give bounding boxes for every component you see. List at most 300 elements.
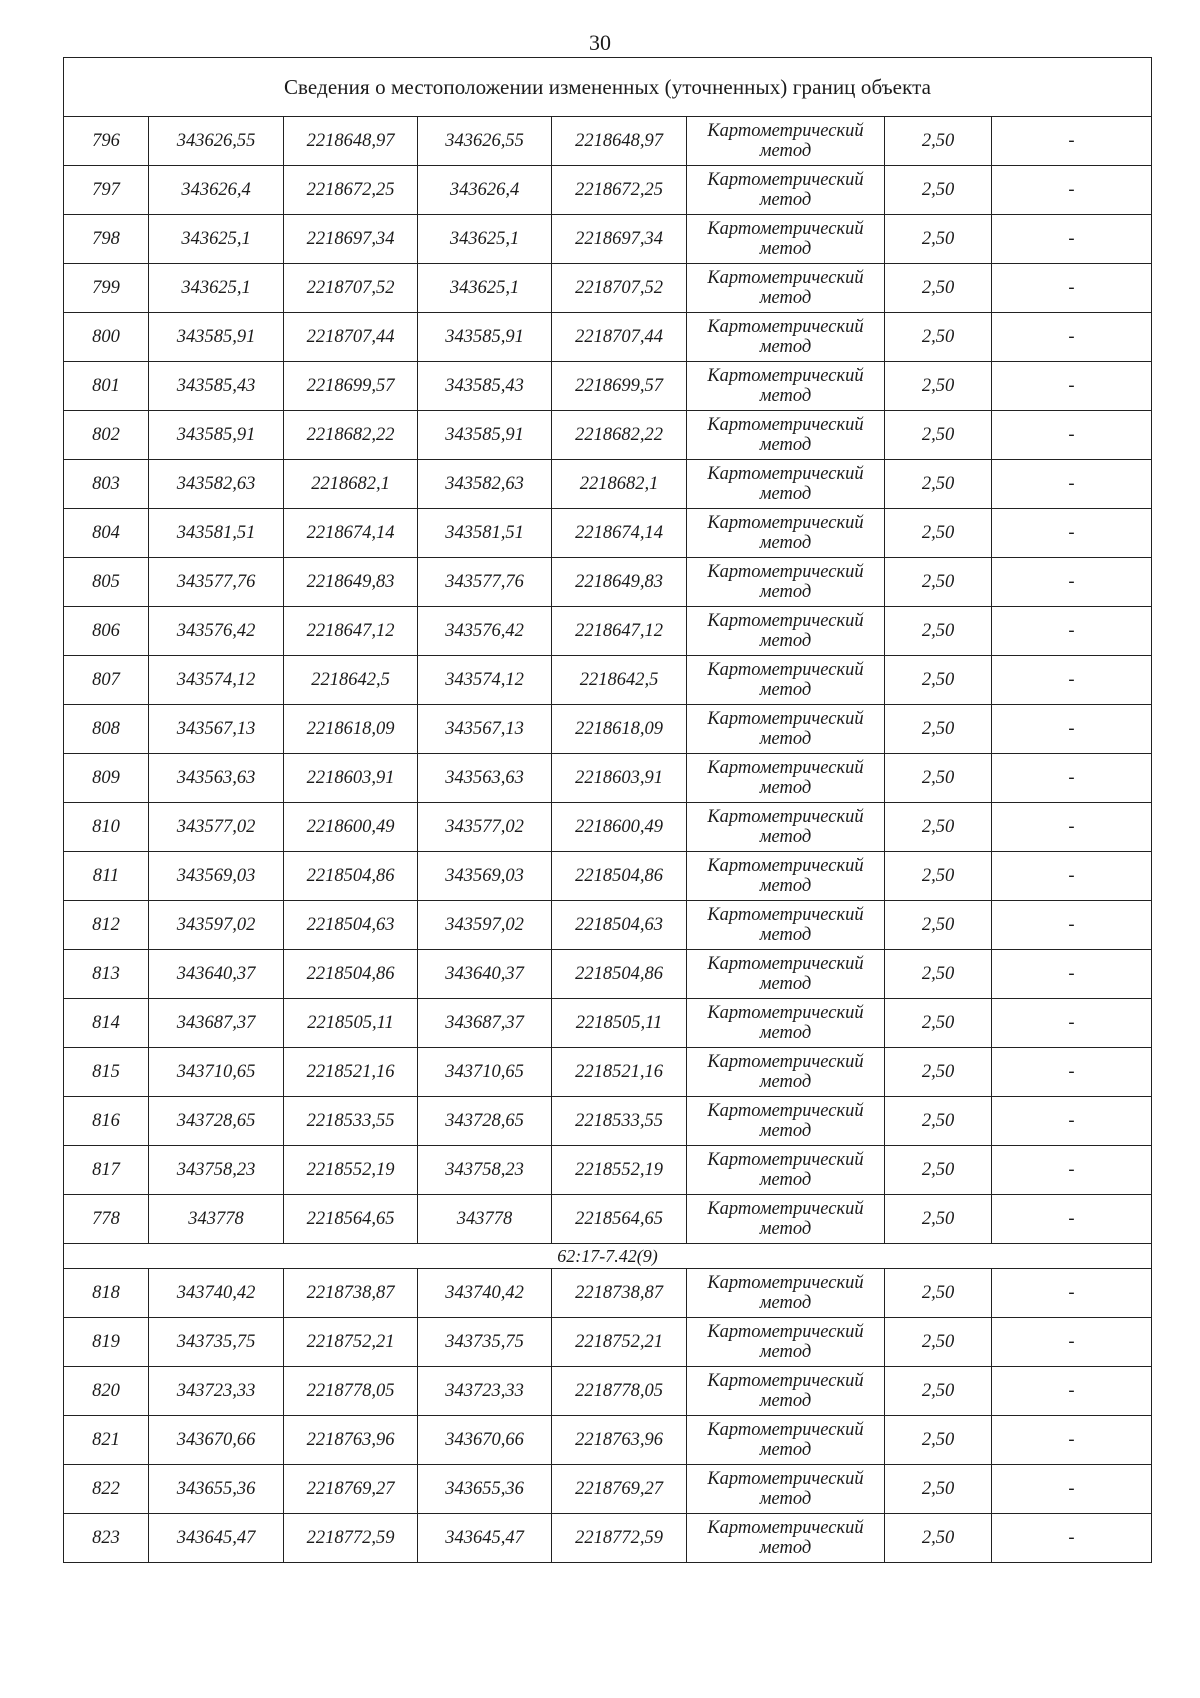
point-number-cell: 778 — [64, 1195, 149, 1244]
point-number-cell: 818 — [64, 1269, 149, 1318]
method-line-2: метод — [759, 1023, 812, 1043]
accuracy-cell: 2,50 — [885, 607, 992, 656]
method-line-1: Картометрический — [707, 121, 864, 141]
method-cell — [687, 215, 885, 264]
y-existing-cell: 2218552,19 — [284, 1146, 418, 1195]
x-new-cell: 343723,33 — [418, 1367, 552, 1416]
accuracy-cell: 2,50 — [885, 1416, 992, 1465]
y-new-cell: 2218504,63 — [552, 901, 687, 950]
y-existing-cell: 2218603,91 — [284, 754, 418, 803]
y-new-cell: 2218521,16 — [552, 1048, 687, 1097]
method-cell — [687, 1269, 885, 1318]
description-cell: - — [992, 1367, 1152, 1416]
description-cell: - — [992, 1195, 1152, 1244]
table-row — [64, 362, 1152, 411]
point-number-cell: 822 — [64, 1465, 149, 1514]
method-cell — [687, 852, 885, 901]
y-new-cell: 2218649,83 — [552, 558, 687, 607]
table-row — [64, 1367, 1152, 1416]
method-line-2: метод — [759, 141, 812, 161]
table-row — [64, 1416, 1152, 1465]
accuracy-cell: 2,50 — [885, 1465, 992, 1514]
x-existing-cell: 343626,4 — [149, 166, 284, 215]
y-existing-cell: 2218778,05 — [284, 1367, 418, 1416]
x-new-cell: 343585,91 — [418, 313, 552, 362]
description-cell: - — [992, 362, 1152, 411]
y-new-cell: 2218603,91 — [552, 754, 687, 803]
description-cell: - — [992, 1048, 1152, 1097]
method-line-1: Картометрический — [707, 1052, 864, 1072]
method-line-1: Картометрический — [707, 170, 864, 190]
accuracy-cell: 2,50 — [885, 558, 992, 607]
x-new-cell: 343576,42 — [418, 607, 552, 656]
method-line-2: метод — [759, 1342, 812, 1362]
method-cell — [687, 1048, 885, 1097]
table-row — [64, 656, 1152, 705]
table-row — [64, 1318, 1152, 1367]
accuracy-cell: 2,50 — [885, 1269, 992, 1318]
accuracy-cell: 2,50 — [885, 1048, 992, 1097]
method-line-1: Картометрический — [707, 1199, 864, 1219]
method-cell — [687, 950, 885, 999]
method-line-1: Картометрический — [707, 905, 864, 925]
method-line-2: метод — [759, 239, 812, 259]
x-existing-cell: 343645,47 — [149, 1514, 284, 1563]
x-existing-cell: 343577,76 — [149, 558, 284, 607]
method-line-1: Картометрический — [707, 709, 864, 729]
accuracy-cell: 2,50 — [885, 215, 992, 264]
description-cell: - — [992, 607, 1152, 656]
y-new-cell: 2218533,55 — [552, 1097, 687, 1146]
accuracy-cell: 2,50 — [885, 1146, 992, 1195]
table-row — [64, 1514, 1152, 1563]
description-cell: - — [992, 264, 1152, 313]
method-line-2: метод — [759, 827, 812, 847]
method-line-1: Картометрический — [707, 758, 864, 778]
table-row — [64, 950, 1152, 999]
x-new-cell: 343645,47 — [418, 1514, 552, 1563]
x-new-cell: 343581,51 — [418, 509, 552, 558]
y-existing-cell: 2218504,86 — [284, 852, 418, 901]
method-line-2: метод — [759, 190, 812, 210]
y-new-cell: 2218763,96 — [552, 1416, 687, 1465]
method-line-2: метод — [759, 337, 812, 357]
method-line-1: Картометрический — [707, 611, 864, 631]
y-new-cell: 2218707,52 — [552, 264, 687, 313]
y-existing-cell: 2218618,09 — [284, 705, 418, 754]
method-line-1: Картометрический — [707, 366, 864, 386]
table-row — [64, 1048, 1152, 1097]
y-new-cell: 2218699,57 — [552, 362, 687, 411]
method-cell — [687, 901, 885, 950]
y-new-cell: 2218738,87 — [552, 1269, 687, 1318]
y-new-cell: 2218648,97 — [552, 117, 687, 166]
table-row — [64, 313, 1152, 362]
method-line-2: метод — [759, 1391, 812, 1411]
method-line-2: метод — [759, 1293, 812, 1313]
y-existing-cell: 2218504,63 — [284, 901, 418, 950]
method-line-2: метод — [759, 1489, 812, 1509]
table-row — [64, 1195, 1152, 1244]
x-existing-cell: 343569,03 — [149, 852, 284, 901]
point-number-cell: 814 — [64, 999, 149, 1048]
section-label: 62:17-7.42(9) — [64, 1244, 1152, 1269]
y-new-cell: 2218647,12 — [552, 607, 687, 656]
y-new-cell: 2218697,34 — [552, 215, 687, 264]
table-row — [64, 1097, 1152, 1146]
accuracy-cell: 2,50 — [885, 1514, 992, 1563]
method-cell — [687, 803, 885, 852]
table-title-row — [64, 58, 1152, 117]
point-number-cell: 809 — [64, 754, 149, 803]
y-new-cell: 2218618,09 — [552, 705, 687, 754]
accuracy-cell: 2,50 — [885, 362, 992, 411]
table-row — [64, 607, 1152, 656]
accuracy-cell: 2,50 — [885, 411, 992, 460]
method-line-2: метод — [759, 631, 812, 651]
x-existing-cell: 343585,43 — [149, 362, 284, 411]
accuracy-cell: 2,50 — [885, 656, 992, 705]
section-row — [64, 1244, 1152, 1269]
x-existing-cell: 343574,12 — [149, 656, 284, 705]
accuracy-cell: 2,50 — [885, 460, 992, 509]
x-new-cell: 343640,37 — [418, 950, 552, 999]
y-new-cell: 2218772,59 — [552, 1514, 687, 1563]
table-row — [64, 558, 1152, 607]
point-number-cell: 820 — [64, 1367, 149, 1416]
y-new-cell: 2218672,25 — [552, 166, 687, 215]
method-cell — [687, 1146, 885, 1195]
x-existing-cell: 343710,65 — [149, 1048, 284, 1097]
method-line-2: метод — [759, 386, 812, 406]
x-existing-cell: 343567,13 — [149, 705, 284, 754]
x-existing-cell: 343563,63 — [149, 754, 284, 803]
method-cell — [687, 509, 885, 558]
x-existing-cell: 343778 — [149, 1195, 284, 1244]
x-existing-cell: 343758,23 — [149, 1146, 284, 1195]
x-new-cell: 343597,02 — [418, 901, 552, 950]
table-row — [64, 117, 1152, 166]
method-line-1: Картометрический — [707, 513, 864, 533]
method-line-1: Картометрический — [707, 464, 864, 484]
point-number-cell: 807 — [64, 656, 149, 705]
y-existing-cell: 2218642,5 — [284, 656, 418, 705]
table-title: Сведения о местоположении измененных (уточненных) границ объекта — [64, 58, 1152, 117]
y-existing-cell: 2218672,25 — [284, 166, 418, 215]
accuracy-cell: 2,50 — [885, 509, 992, 558]
x-new-cell: 343778 — [418, 1195, 552, 1244]
method-cell — [687, 1097, 885, 1146]
description-cell: - — [992, 1318, 1152, 1367]
method-line-1: Картометрический — [707, 1371, 864, 1391]
y-existing-cell: 2218505,11 — [284, 999, 418, 1048]
method-line-1: Картометрический — [707, 562, 864, 582]
description-cell: - — [992, 803, 1152, 852]
description-cell: - — [992, 166, 1152, 215]
method-line-2: метод — [759, 925, 812, 945]
point-number-cell: 812 — [64, 901, 149, 950]
description-cell: - — [992, 117, 1152, 166]
method-cell — [687, 1318, 885, 1367]
accuracy-cell: 2,50 — [885, 1097, 992, 1146]
point-number-cell: 815 — [64, 1048, 149, 1097]
y-existing-cell: 2218649,83 — [284, 558, 418, 607]
y-existing-cell: 2218699,57 — [284, 362, 418, 411]
method-cell — [687, 411, 885, 460]
x-existing-cell: 343740,42 — [149, 1269, 284, 1318]
description-cell: - — [992, 656, 1152, 705]
table-row — [64, 509, 1152, 558]
method-cell — [687, 558, 885, 607]
point-number-cell: 804 — [64, 509, 149, 558]
method-line-2: метод — [759, 288, 812, 308]
method-line-1: Картометрический — [707, 415, 864, 435]
method-line-1: Картометрический — [707, 1518, 864, 1538]
method-cell — [687, 166, 885, 215]
point-number-cell: 802 — [64, 411, 149, 460]
x-new-cell: 343758,23 — [418, 1146, 552, 1195]
method-line-2: метод — [759, 1538, 812, 1558]
point-number-cell: 808 — [64, 705, 149, 754]
accuracy-cell: 2,50 — [885, 754, 992, 803]
table-row — [64, 460, 1152, 509]
method-cell — [687, 264, 885, 313]
y-existing-cell: 2218752,21 — [284, 1318, 418, 1367]
table-row — [64, 166, 1152, 215]
accuracy-cell: 2,50 — [885, 999, 992, 1048]
description-cell: - — [992, 509, 1152, 558]
point-number-cell: 803 — [64, 460, 149, 509]
method-cell — [687, 999, 885, 1048]
method-line-1: Картометрический — [707, 268, 864, 288]
x-new-cell: 343710,65 — [418, 1048, 552, 1097]
method-line-2: метод — [759, 533, 812, 553]
point-number-cell: 801 — [64, 362, 149, 411]
y-existing-cell: 2218504,86 — [284, 950, 418, 999]
x-existing-cell: 343728,65 — [149, 1097, 284, 1146]
description-cell: - — [992, 950, 1152, 999]
point-number-cell: 811 — [64, 852, 149, 901]
y-existing-cell: 2218769,27 — [284, 1465, 418, 1514]
description-cell: - — [992, 1514, 1152, 1563]
y-new-cell: 2218642,5 — [552, 656, 687, 705]
x-new-cell: 343687,37 — [418, 999, 552, 1048]
method-line-1: Картометрический — [707, 1003, 864, 1023]
point-number-cell: 797 — [64, 166, 149, 215]
y-new-cell: 2218674,14 — [552, 509, 687, 558]
table-row — [64, 1146, 1152, 1195]
x-new-cell: 343585,43 — [418, 362, 552, 411]
method-line-1: Картометрический — [707, 1101, 864, 1121]
method-line-2: метод — [759, 582, 812, 602]
y-existing-cell: 2218707,52 — [284, 264, 418, 313]
y-new-cell: 2218564,65 — [552, 1195, 687, 1244]
x-existing-cell: 343640,37 — [149, 950, 284, 999]
method-line-1: Картометрический — [707, 317, 864, 337]
page-number: 30 — [589, 30, 611, 55]
point-number-cell: 796 — [64, 117, 149, 166]
accuracy-cell: 2,50 — [885, 166, 992, 215]
method-cell — [687, 1367, 885, 1416]
method-cell — [687, 460, 885, 509]
x-new-cell: 343728,65 — [418, 1097, 552, 1146]
x-existing-cell: 343597,02 — [149, 901, 284, 950]
x-new-cell: 343582,63 — [418, 460, 552, 509]
method-line-2: метод — [759, 974, 812, 994]
x-existing-cell: 343585,91 — [149, 411, 284, 460]
point-number-cell: 799 — [64, 264, 149, 313]
description-cell: - — [992, 754, 1152, 803]
table-row — [64, 411, 1152, 460]
x-new-cell: 343574,12 — [418, 656, 552, 705]
method-cell — [687, 607, 885, 656]
accuracy-cell: 2,50 — [885, 1318, 992, 1367]
method-cell — [687, 1195, 885, 1244]
method-cell — [687, 754, 885, 803]
x-new-cell: 343655,36 — [418, 1465, 552, 1514]
method-line-2: метод — [759, 435, 812, 455]
point-number-cell: 817 — [64, 1146, 149, 1195]
method-cell — [687, 117, 885, 166]
table-row — [64, 901, 1152, 950]
method-line-1: Картометрический — [707, 856, 864, 876]
y-existing-cell: 2218763,96 — [284, 1416, 418, 1465]
point-number-cell: 806 — [64, 607, 149, 656]
table-row — [64, 852, 1152, 901]
table-row — [64, 803, 1152, 852]
method-line-1: Картометрический — [707, 1322, 864, 1342]
method-cell — [687, 1416, 885, 1465]
method-line-2: метод — [759, 1219, 812, 1239]
x-new-cell: 343577,76 — [418, 558, 552, 607]
y-new-cell: 2218769,27 — [552, 1465, 687, 1514]
x-new-cell: 343626,55 — [418, 117, 552, 166]
method-line-1: Картометрический — [707, 1150, 864, 1170]
accuracy-cell: 2,50 — [885, 1367, 992, 1416]
point-number-cell: 810 — [64, 803, 149, 852]
point-number-cell: 800 — [64, 313, 149, 362]
accuracy-cell: 2,50 — [885, 264, 992, 313]
y-existing-cell: 2218697,34 — [284, 215, 418, 264]
method-line-2: метод — [759, 729, 812, 749]
x-new-cell: 343625,1 — [418, 215, 552, 264]
method-line-1: Картометрический — [707, 954, 864, 974]
y-new-cell: 2218682,22 — [552, 411, 687, 460]
method-line-2: метод — [759, 1121, 812, 1141]
x-new-cell: 343740,42 — [418, 1269, 552, 1318]
y-new-cell: 2218505,11 — [552, 999, 687, 1048]
table-row — [64, 215, 1152, 264]
description-cell: - — [992, 705, 1152, 754]
x-existing-cell: 343585,91 — [149, 313, 284, 362]
x-existing-cell: 343581,51 — [149, 509, 284, 558]
description-cell: - — [992, 558, 1152, 607]
y-existing-cell: 2218600,49 — [284, 803, 418, 852]
method-line-2: метод — [759, 1440, 812, 1460]
method-cell — [687, 362, 885, 411]
accuracy-cell: 2,50 — [885, 950, 992, 999]
accuracy-cell: 2,50 — [885, 117, 992, 166]
accuracy-cell: 2,50 — [885, 1195, 992, 1244]
y-new-cell: 2218504,86 — [552, 950, 687, 999]
method-line-2: метод — [759, 876, 812, 896]
method-cell — [687, 1514, 885, 1563]
y-existing-cell: 2218707,44 — [284, 313, 418, 362]
y-new-cell: 2218504,86 — [552, 852, 687, 901]
method-line-1: Картометрический — [707, 1469, 864, 1489]
x-new-cell: 343577,02 — [418, 803, 552, 852]
y-existing-cell: 2218682,1 — [284, 460, 418, 509]
method-line-1: Картометрический — [707, 219, 864, 239]
y-existing-cell: 2218521,16 — [284, 1048, 418, 1097]
description-cell: - — [992, 215, 1152, 264]
accuracy-cell: 2,50 — [885, 852, 992, 901]
y-new-cell: 2218778,05 — [552, 1367, 687, 1416]
y-existing-cell: 2218648,97 — [284, 117, 418, 166]
description-cell: - — [992, 1465, 1152, 1514]
x-new-cell: 343563,63 — [418, 754, 552, 803]
method-cell — [687, 705, 885, 754]
method-line-2: метод — [759, 484, 812, 504]
table-row — [64, 754, 1152, 803]
x-existing-cell: 343625,1 — [149, 264, 284, 313]
point-number-cell: 805 — [64, 558, 149, 607]
method-cell — [687, 656, 885, 705]
method-cell — [687, 1465, 885, 1514]
point-number-cell: 816 — [64, 1097, 149, 1146]
accuracy-cell: 2,50 — [885, 705, 992, 754]
point-number-cell: 821 — [64, 1416, 149, 1465]
accuracy-cell: 2,50 — [885, 803, 992, 852]
method-cell — [687, 313, 885, 362]
accuracy-cell: 2,50 — [885, 313, 992, 362]
method-line-2: метод — [759, 1170, 812, 1190]
y-new-cell: 2218552,19 — [552, 1146, 687, 1195]
point-number-cell: 823 — [64, 1514, 149, 1563]
y-new-cell: 2218600,49 — [552, 803, 687, 852]
y-existing-cell: 2218533,55 — [284, 1097, 418, 1146]
y-existing-cell: 2218682,22 — [284, 411, 418, 460]
x-existing-cell: 343582,63 — [149, 460, 284, 509]
description-cell: - — [992, 460, 1152, 509]
y-existing-cell: 2218674,14 — [284, 509, 418, 558]
table-row — [64, 264, 1152, 313]
y-new-cell: 2218752,21 — [552, 1318, 687, 1367]
boundary-coordinates-table — [63, 57, 1152, 1563]
x-existing-cell: 343687,37 — [149, 999, 284, 1048]
x-new-cell: 343625,1 — [418, 264, 552, 313]
description-cell: - — [992, 1269, 1152, 1318]
description-cell: - — [992, 1097, 1152, 1146]
description-cell: - — [992, 1146, 1152, 1195]
point-number-cell: 813 — [64, 950, 149, 999]
table-row — [64, 999, 1152, 1048]
x-new-cell: 343569,03 — [418, 852, 552, 901]
accuracy-cell: 2,50 — [885, 901, 992, 950]
x-new-cell: 343567,13 — [418, 705, 552, 754]
method-line-1: Картометрический — [707, 1420, 864, 1440]
method-line-2: метод — [759, 778, 812, 798]
x-existing-cell: 343735,75 — [149, 1318, 284, 1367]
description-cell: - — [992, 999, 1152, 1048]
method-line-1: Картометрический — [707, 1273, 864, 1293]
description-cell: - — [992, 852, 1152, 901]
y-existing-cell: 2218564,65 — [284, 1195, 418, 1244]
x-existing-cell: 343723,33 — [149, 1367, 284, 1416]
method-line-2: метод — [759, 680, 812, 700]
method-line-2: метод — [759, 1072, 812, 1092]
x-existing-cell: 343626,55 — [149, 117, 284, 166]
